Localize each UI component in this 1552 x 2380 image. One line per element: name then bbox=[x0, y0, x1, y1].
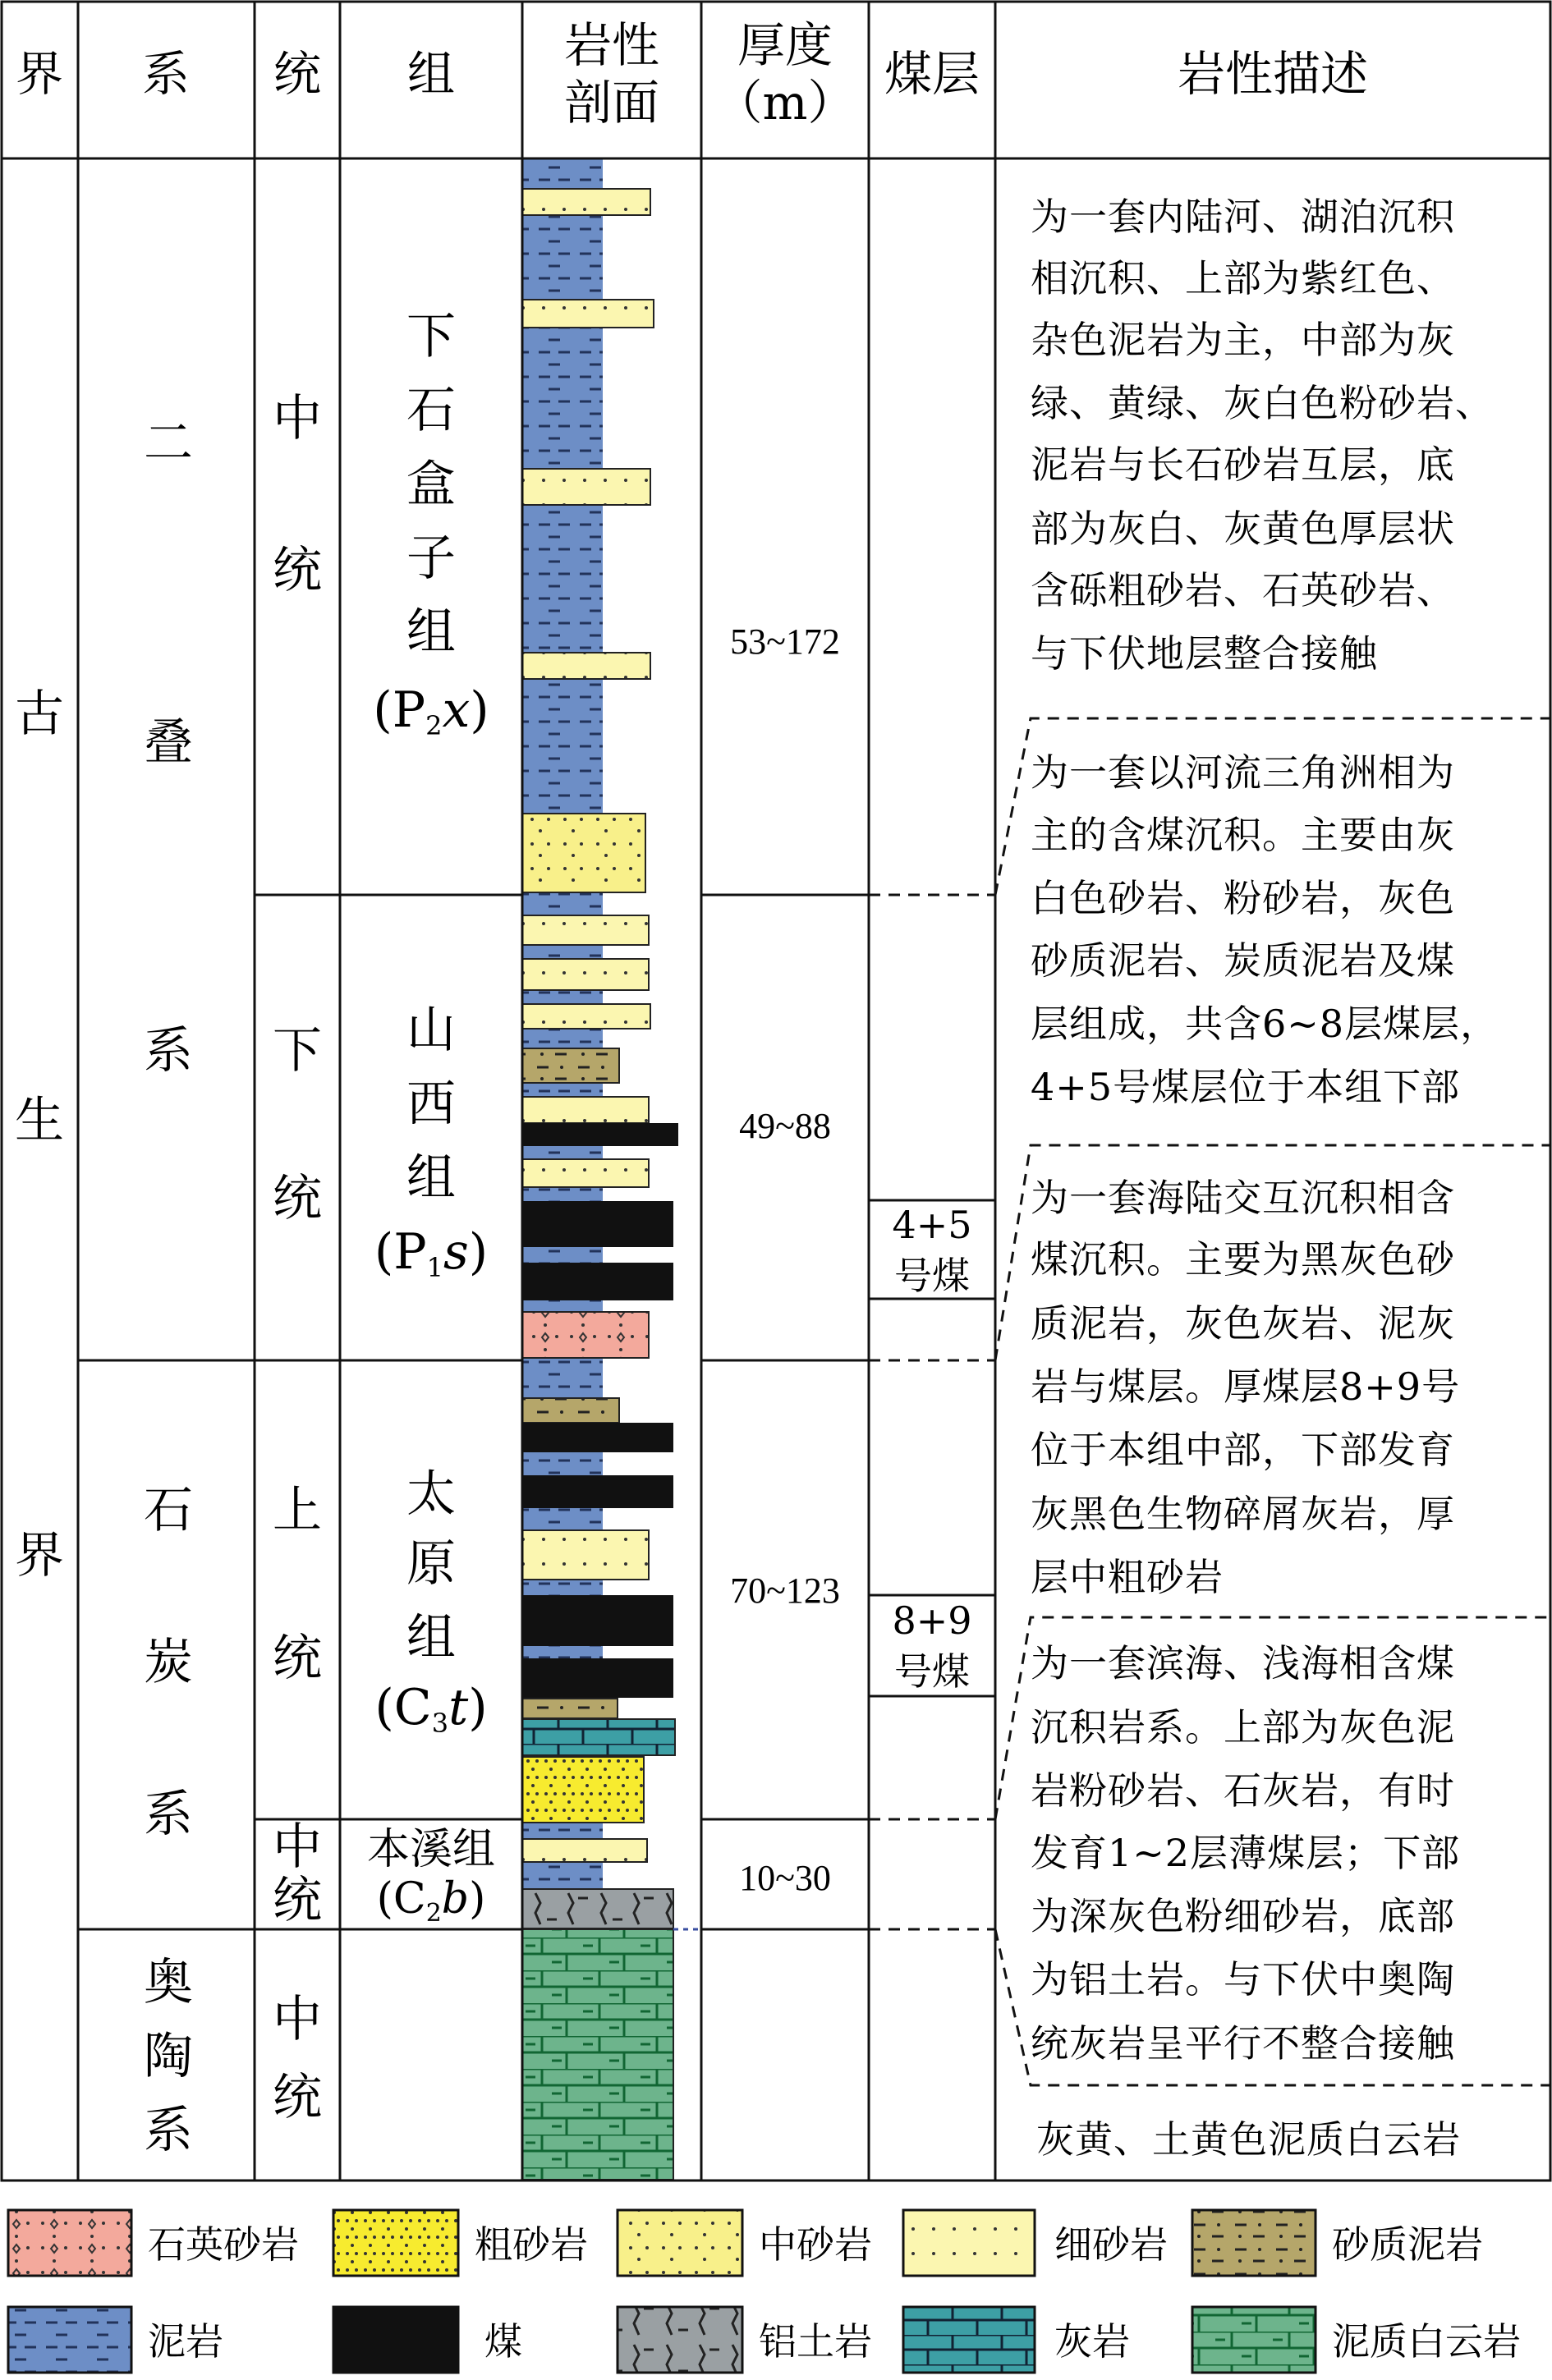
desc-taiyuan-line: 为一套海陆交互沉积相含 bbox=[1031, 1176, 1455, 1220]
bed-sandy-mudstone bbox=[522, 1699, 618, 1718]
lithology-column bbox=[522, 158, 706, 2180]
bed-coal bbox=[522, 1123, 678, 1146]
bed-fine-sandstone bbox=[522, 1097, 649, 1123]
desc-benxi-line: 为铝土岩。与下伏中奥陶 bbox=[1031, 1957, 1455, 2002]
legend-label: 粗砂岩 bbox=[475, 2222, 588, 2267]
formation-column bbox=[367, 308, 495, 1928]
header-tong: 统 bbox=[273, 46, 322, 102]
bed-fine-sandstone bbox=[522, 1159, 649, 1187]
formation-benxi-code: (C2b) bbox=[376, 1874, 486, 1928]
bed-coal bbox=[522, 1423, 673, 1452]
legend-item-muddy-dolomite bbox=[1192, 2307, 1521, 2373]
coal-seam-45-line1: 4+5 bbox=[892, 1203, 972, 1247]
legend-label: 煤 bbox=[484, 2319, 522, 2364]
coal-seam-45-line2: 号煤 bbox=[894, 1254, 970, 1298]
thickness-shanxi: 49~88 bbox=[739, 1106, 831, 1146]
legend-label: 中砂岩 bbox=[759, 2222, 872, 2267]
bed-coarse-sandstone bbox=[522, 1757, 644, 1823]
desc-taiyuan-line: 层中粗砂岩 bbox=[1031, 1555, 1224, 1599]
bed-fine-sandstone bbox=[522, 1004, 650, 1029]
desc-xiashihezi-line: 绿、黄绿、灰白色粉砂岩、 bbox=[1031, 381, 1494, 425]
system-ordovician-char: 系 bbox=[144, 2102, 193, 2159]
legend-item-bauxite bbox=[618, 2307, 872, 2373]
series-lower-permian: 统 bbox=[273, 1170, 322, 1227]
formation-benxi-name: 本溪组 bbox=[366, 1825, 496, 1874]
header-coal: 煤层 bbox=[884, 46, 980, 102]
legend-swatch bbox=[1192, 2210, 1316, 2276]
formation-taiyuan-char: 太 bbox=[406, 1465, 456, 1523]
system-carboniferous-char: 炭 bbox=[144, 1634, 193, 1691]
desc-shanxi-line: 4+5号煤层位于本组下部 bbox=[1031, 1065, 1461, 1109]
desc-benxi-line: 发育1~2层薄煤层；下部 bbox=[1031, 1831, 1461, 1875]
legend-label: 泥岩 bbox=[148, 2319, 223, 2364]
series-middle-permian: 中 bbox=[273, 390, 322, 447]
series-middle-carboniferous: 中 bbox=[273, 1818, 322, 1876]
bed-coal bbox=[522, 1475, 673, 1508]
desc-xiashihezi-line: 相沉积、上部为紫红色、 bbox=[1031, 256, 1455, 300]
header-jie: 界 bbox=[15, 46, 64, 102]
formation-shanxi-char: 组 bbox=[406, 1149, 456, 1207]
legend-item-sandy-mudstone bbox=[1192, 2210, 1483, 2276]
system-permian-char: 叠 bbox=[144, 714, 193, 772]
legend bbox=[8, 2210, 1521, 2373]
bed-fine-sandstone bbox=[522, 1530, 649, 1580]
bed-medium-sandstone bbox=[522, 814, 645, 892]
legend-item-quartz-sandstone bbox=[8, 2210, 299, 2276]
bed-coal bbox=[522, 1595, 673, 1646]
desc-shanxi-line: 为一套以河流三角洲相为 bbox=[1031, 750, 1455, 795]
thickness-benxi: 10~30 bbox=[739, 1858, 831, 1898]
formation-xiashihezi-char: 下 bbox=[406, 308, 456, 365]
desc-benxi-line: 沉积岩系。上部为灰色泥 bbox=[1031, 1705, 1455, 1749]
formation-taiyuan-char: 原 bbox=[406, 1535, 456, 1593]
desc-taiyuan-line: 位于本组中部，下部发育 bbox=[1031, 1428, 1455, 1472]
bed-fine-sandstone bbox=[522, 469, 650, 505]
thickness-xiashihezi: 53~172 bbox=[730, 621, 840, 662]
bed-bauxite bbox=[522, 1889, 673, 1928]
series-middle-permian: 统 bbox=[273, 542, 322, 599]
formation-shanxi-char: 山 bbox=[406, 1002, 456, 1059]
table-header bbox=[16, 17, 1368, 131]
legend-item-medium-sandstone bbox=[618, 2210, 872, 2276]
era-column bbox=[15, 686, 64, 1584]
bed-quartz-sandstone bbox=[522, 1312, 649, 1358]
header-thickness-line2: （m） bbox=[714, 75, 856, 131]
legend-swatch bbox=[8, 2210, 131, 2276]
header-section-line2: 剖面 bbox=[563, 75, 660, 131]
legend-swatch bbox=[333, 2307, 458, 2373]
system-ordovician-char: 奥 bbox=[144, 1954, 193, 2011]
formation-shanxi-code: (P1s) bbox=[374, 1223, 489, 1283]
desc-xiashihezi-line: 杂色泥岩为主，中部为灰 bbox=[1031, 318, 1455, 362]
desc-taiyuan-line: 灰黑色生物碎屑灰岩，厚 bbox=[1031, 1492, 1455, 1536]
series-lower-permian: 下 bbox=[273, 1022, 322, 1080]
thickness-taiyuan: 70~123 bbox=[730, 1571, 840, 1611]
bed-fine-sandstone bbox=[522, 653, 650, 679]
header-zu: 组 bbox=[406, 46, 456, 102]
bed-fine-sandstone bbox=[522, 300, 654, 328]
formation-xiashihezi-char: 石 bbox=[406, 382, 456, 439]
bed-fine-sandstone bbox=[522, 915, 649, 945]
desc-shanxi-line: 白色砂岩、粉砂岩，灰色 bbox=[1031, 876, 1455, 920]
legend-swatch bbox=[903, 2307, 1035, 2373]
header-description: 岩性描述 bbox=[1177, 46, 1369, 102]
desc-xiashihezi-line: 为一套内陆河、湖泊沉积 bbox=[1031, 195, 1455, 239]
header-section-line1: 岩性 bbox=[563, 17, 660, 73]
desc-benxi-line: 为一套滨海、浅海相含煤 bbox=[1031, 1641, 1455, 1685]
series-upper-carboniferous: 统 bbox=[273, 1630, 322, 1687]
desc-taiyuan-line: 质泥岩，灰色灰岩、泥灰 bbox=[1031, 1301, 1455, 1346]
legend-swatch bbox=[903, 2210, 1035, 2276]
header-xi: 系 bbox=[141, 46, 191, 102]
legend-swatch bbox=[333, 2210, 458, 2276]
desc-xiashihezi-line: 部为灰白、灰黄色厚层状 bbox=[1031, 507, 1455, 551]
system-ordovician-char: 陶 bbox=[144, 2028, 193, 2085]
desc-taiyuan-line: 煤沉积。主要为黑灰色砂 bbox=[1031, 1237, 1455, 1282]
series-column bbox=[273, 390, 322, 2126]
series-middle-ordovician: 统 bbox=[273, 2069, 322, 2126]
system-permian-char: 二 bbox=[144, 415, 193, 472]
desc-shanxi-line: 层组成，共含6~8层煤层， bbox=[1031, 1002, 1499, 1046]
legend-label: 石英砂岩 bbox=[148, 2222, 299, 2267]
bed-sandy-mudstone bbox=[522, 1048, 619, 1083]
legend-label: 砂质泥岩 bbox=[1332, 2222, 1483, 2267]
bed-fine-sandstone bbox=[522, 959, 649, 990]
legend-label: 细砂岩 bbox=[1054, 2222, 1168, 2267]
coal-seam-column bbox=[892, 1203, 971, 1694]
desc-benxi-line: 岩粉砂岩、石灰岩，有时 bbox=[1031, 1768, 1455, 1813]
legend-swatch bbox=[8, 2307, 131, 2373]
system-carboniferous-char: 石 bbox=[144, 1482, 193, 1539]
bed-muddy-dolomite bbox=[522, 1929, 673, 2180]
desc-xiashihezi-line: 含砾粗砂岩、石英砂岩、 bbox=[1031, 568, 1455, 612]
description-column bbox=[1031, 195, 1499, 2162]
legend-item-coarse-sandstone bbox=[333, 2210, 588, 2276]
formation-taiyuan-char: 组 bbox=[406, 1609, 456, 1667]
bed-coal bbox=[522, 1201, 673, 1247]
desc-ordovician-line: 灰黄、土黄色泥质白云岩 bbox=[1036, 2117, 1461, 2162]
bed-coal bbox=[522, 1658, 673, 1698]
era-char: 古 bbox=[15, 686, 64, 743]
legend-swatch bbox=[618, 2307, 742, 2373]
thickness-column bbox=[730, 621, 840, 1898]
formation-xiashihezi-char: 盒 bbox=[406, 456, 456, 513]
system-carboniferous-char: 系 bbox=[144, 1786, 193, 1843]
coal-seam-89-line1: 8+9 bbox=[892, 1598, 972, 1643]
era-char: 生 bbox=[15, 1092, 64, 1149]
bed-sandy-mudstone bbox=[522, 1398, 619, 1423]
legend-label: 泥质白云岩 bbox=[1332, 2319, 1521, 2364]
desc-xiashihezi-line: 泥岩与长石砂岩互层，底 bbox=[1031, 443, 1455, 487]
bed-fine-sandstone bbox=[522, 189, 650, 215]
series-middle-carboniferous: 统 bbox=[273, 1872, 322, 1929]
desc-shanxi-line: 砂质泥岩、炭质泥岩及煤 bbox=[1031, 938, 1455, 983]
legend-item-limestone bbox=[903, 2307, 1130, 2373]
series-upper-carboniferous: 上 bbox=[273, 1482, 322, 1539]
formation-xiashihezi-char: 子 bbox=[406, 530, 456, 587]
desc-benxi-line: 为深灰色粉细砂岩，底部 bbox=[1031, 1894, 1455, 1938]
legend-label: 铝土岩 bbox=[759, 2319, 872, 2364]
formation-taiyuan-code: (C3t) bbox=[374, 1679, 488, 1739]
system-column bbox=[144, 415, 193, 2159]
legend-swatch bbox=[618, 2210, 742, 2276]
bed-coal bbox=[522, 1263, 673, 1300]
era-char: 界 bbox=[15, 1527, 64, 1584]
coal-seam-89-line2: 号煤 bbox=[894, 1649, 970, 1694]
desc-shanxi-line: 主的含煤沉积。主要由灰 bbox=[1031, 813, 1455, 857]
legend-item-coal bbox=[333, 2307, 522, 2373]
legend-item-fine-sandstone bbox=[903, 2210, 1168, 2276]
legend-label: 灰岩 bbox=[1054, 2319, 1130, 2364]
formation-xiashihezi-code: (P2x) bbox=[373, 681, 489, 741]
bed-fine-sandstone bbox=[522, 1839, 647, 1862]
desc-taiyuan-line: 岩与煤层。厚煤层8+9号 bbox=[1031, 1364, 1461, 1409]
legend-swatch bbox=[1192, 2307, 1316, 2373]
formation-shanxi-char: 西 bbox=[406, 1075, 456, 1133]
system-permian-char: 系 bbox=[144, 1022, 193, 1080]
bed-limestone bbox=[522, 1719, 675, 1755]
desc-xiashihezi-line: 与下伏地层整合接触 bbox=[1031, 631, 1378, 676]
formation-xiashihezi-char: 组 bbox=[406, 603, 456, 661]
desc-benxi-line: 统灰岩呈平行不整合接触 bbox=[1031, 2021, 1455, 2066]
legend-item-mudstone bbox=[8, 2307, 223, 2373]
header-thickness-line1: 厚度 bbox=[737, 17, 833, 73]
series-middle-ordovician: 中 bbox=[273, 1991, 322, 2048]
